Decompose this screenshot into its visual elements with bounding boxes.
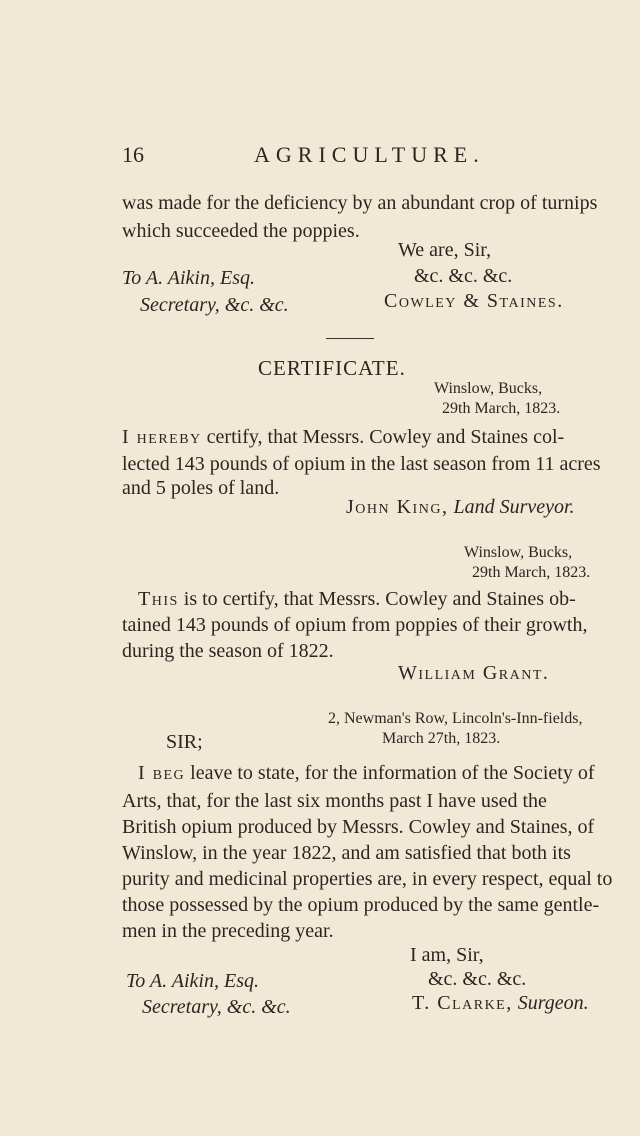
lead-words: I beg: [138, 762, 186, 784]
certificate-text-line: lected 143 pounds of opium in the last season from 11 acres: [122, 453, 601, 475]
letter2-signature: T. Clarke, Surgeon.: [412, 992, 589, 1014]
certificate-place: Winslow, Bucks,: [464, 544, 573, 561]
section-divider: [326, 338, 374, 339]
running-title: AGRICULTURE.: [254, 142, 485, 167]
letter2-to-line: To A. Aikin, Esq.: [126, 970, 259, 992]
letter2-date: March 27th, 1823.: [382, 730, 501, 747]
certificate-text-line: This is to certify, that Messrs. Cowley and Staines ob-: [138, 588, 576, 610]
certificate-text-line: and 5 poles of land.: [122, 477, 280, 499]
certificate-signature: William Grant.: [398, 662, 550, 684]
letter2-secretary: Secretary, &c. &c.: [142, 996, 291, 1018]
letter1-closing: We are, Sir,: [398, 239, 492, 261]
letter1-line: was made for the deficiency by an abundant crop of turnips: [122, 192, 598, 214]
certificate-text-line: during the season of 1822.: [122, 640, 334, 662]
letter2-line: purity and medicinal properties are, in every respect, equal to: [122, 868, 613, 890]
certificate-heading: CERTIFICATE.: [258, 356, 406, 380]
letter2-salutation: SIR;: [166, 731, 203, 753]
letter2-closing: I am, Sir,: [410, 944, 484, 966]
certificate-date: 29th March, 1823.: [472, 564, 591, 581]
letter2-address: 2, Newman's Row, Lincoln's-Inn-fields,: [328, 710, 583, 727]
letter2-line: I beg leave to state, for the information of the Society of: [138, 762, 595, 784]
letter2-line: British opium produced by Messrs. Cowley and Staines, of: [122, 816, 595, 838]
letter2-line: those possessed by the opium produced by the same gentle-: [122, 894, 600, 916]
certificate-text-line: I hereby certify, that Messrs. Cowley and Staines col-: [122, 426, 565, 448]
certificate-signature: John King, Land Surveyor.: [346, 496, 575, 518]
certificate-place: Winslow, Bucks,: [434, 380, 543, 397]
letter1-line: which succeeded the poppies.: [122, 220, 360, 242]
letter2-etc: &c. &c. &c.: [428, 968, 527, 990]
certificate-date: 29th March, 1823.: [442, 400, 561, 417]
letter2-line: men in the preceding year.: [122, 920, 334, 942]
letter1-to-line: To A. Aikin, Esq.: [122, 267, 255, 289]
page-number: 16: [122, 142, 144, 167]
certificate-text-line: tained 143 pounds of opium from poppies of their growth,: [122, 614, 588, 636]
letter1-secretary: Secretary, &c. &c.: [140, 294, 289, 316]
lead-words: I hereby: [122, 426, 202, 448]
letter1-signature: Cowley & Staines.: [384, 290, 564, 312]
letter2-line: Arts, that, for the last six months past I have used the: [122, 790, 547, 812]
letter2-line: Winslow, in the year 1822, and am satisfied that both its: [122, 842, 571, 864]
lead-words: This: [138, 588, 179, 610]
letter1-etc: &c. &c. &c.: [414, 265, 513, 287]
